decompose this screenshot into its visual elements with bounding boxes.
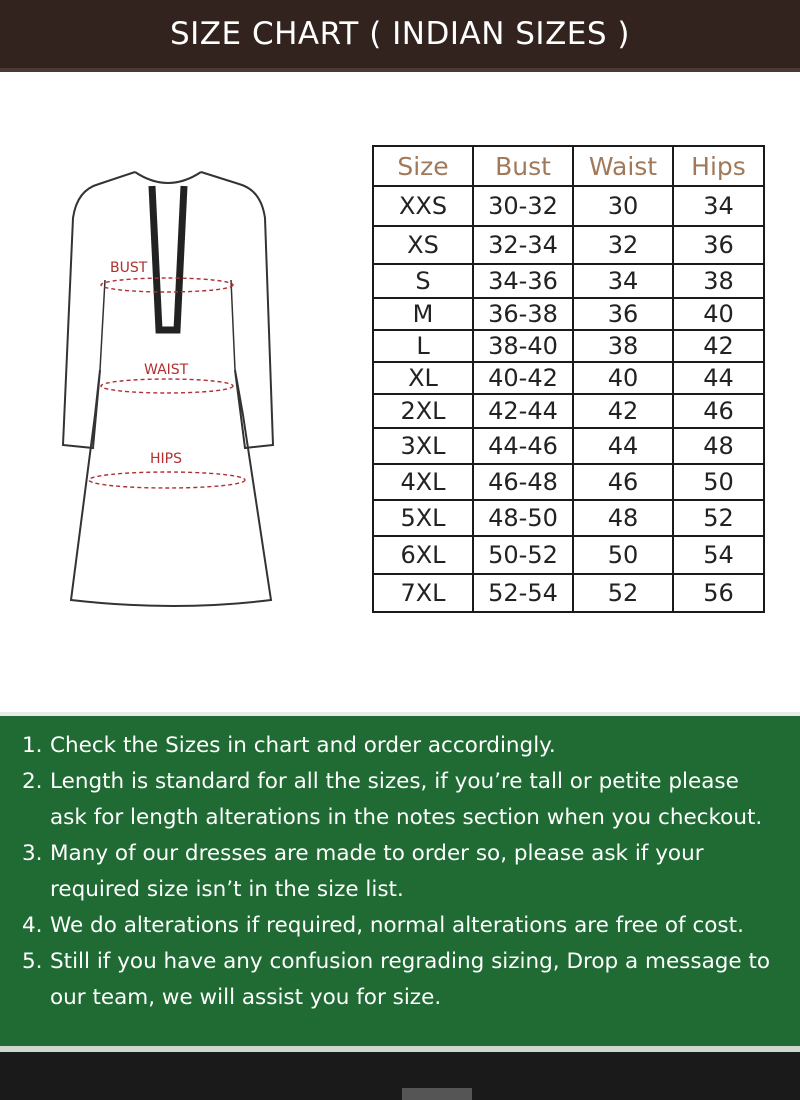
bust-column-header: Bust: [473, 146, 573, 186]
hips-cell: 48: [673, 428, 764, 464]
header-banner: [0, 0, 800, 72]
waist-cell: 32: [573, 226, 673, 264]
size-table-header-row: [373, 146, 764, 186]
bust-cell: 38-40: [473, 330, 573, 362]
size-table-row: [373, 500, 764, 536]
hips-cell: 40: [673, 298, 764, 330]
waist-cell: 38: [573, 330, 673, 362]
waist-cell: 42: [573, 394, 673, 428]
size-table-row: [373, 464, 764, 500]
waist-measure-line: [101, 379, 233, 393]
hips-cell: 38: [673, 264, 764, 298]
note-line: our team, we will assist you for size.: [50, 985, 442, 1010]
hips-label: HIPS: [150, 451, 182, 467]
note-line: We do alterations if required, normal alterations are free of cost.: [50, 913, 744, 938]
note-text: [50, 908, 744, 944]
note-number: 1.: [22, 733, 43, 758]
footer-bar: [0, 1052, 800, 1100]
size-table-row: [373, 264, 764, 298]
hips-cell: 50: [673, 464, 764, 500]
waist-column-header: Waist: [573, 146, 673, 186]
page-title: SIZE CHART ( INDIAN SIZES ): [169, 16, 631, 52]
hips-column-header: Hips: [673, 146, 764, 186]
bust-cell: 48-50: [473, 500, 573, 536]
bust-cell: 34-36: [473, 264, 573, 298]
kurta-outline: [63, 172, 273, 606]
size-cell: 6XL: [373, 536, 473, 574]
size-table-row: [373, 226, 764, 264]
note-item: [22, 944, 794, 1016]
bust-cell: 42-44: [473, 394, 573, 428]
size-cell: 4XL: [373, 464, 473, 500]
hips-measure-line: [89, 472, 245, 488]
waist-cell: 44: [573, 428, 673, 464]
size-cell: 7XL: [373, 574, 473, 612]
note-line: ask for length alterations in the notes section when you checkout.: [50, 805, 763, 830]
hips-cell: 42: [673, 330, 764, 362]
bust-cell: 40-42: [473, 362, 573, 394]
bust-cell: 50-52: [473, 536, 573, 574]
hips-cell: 34: [673, 186, 764, 226]
note-line: Many of our dresses are made to order so, please ask if your: [50, 841, 704, 866]
size-cell: S: [373, 264, 473, 298]
note-number: 5.: [22, 949, 43, 974]
note-line: required size isn’t in the size list.: [50, 877, 404, 902]
note-item: [22, 764, 794, 836]
footer-tab: [402, 1088, 472, 1100]
note-number: 4.: [22, 913, 43, 938]
hips-cell: 36: [673, 226, 764, 264]
size-cell: XS: [373, 226, 473, 264]
kurta-placket: [152, 186, 184, 330]
bust-cell: 44-46: [473, 428, 573, 464]
size-table-row: [373, 186, 764, 226]
hips-cell: 54: [673, 536, 764, 574]
size-column-header: Size: [373, 146, 473, 186]
note-number: 3.: [22, 841, 43, 866]
note-line: Length is standard for all the sizes, if you’re tall or petite please: [50, 769, 739, 794]
waist-cell: 30: [573, 186, 673, 226]
hips-cell: 52: [673, 500, 764, 536]
note-line: Check the Sizes in chart and order accordingly.: [50, 733, 556, 758]
hips-cell: 44: [673, 362, 764, 394]
note-text: [50, 728, 556, 764]
note-item: [22, 728, 794, 764]
notes-list: [22, 728, 794, 1016]
waist-cell: 52: [573, 574, 673, 612]
bust-cell: 32-34: [473, 226, 573, 264]
hips-cell: 46: [673, 394, 764, 428]
waist-cell: 40: [573, 362, 673, 394]
bust-cell: 36-38: [473, 298, 573, 330]
bust-cell: 46-48: [473, 464, 573, 500]
size-cell: XXS: [373, 186, 473, 226]
hips-cell: 56: [673, 574, 764, 612]
note-text: [50, 944, 770, 1016]
size-table-row: [373, 428, 764, 464]
size-cell: M: [373, 298, 473, 330]
kurta-diagram: [55, 160, 295, 620]
note-number: 2.: [22, 769, 43, 794]
size-table-row: [373, 330, 764, 362]
note-line: Still if you have any confusion regrading sizing, Drop a message to: [50, 949, 771, 974]
bust-cell: 30-32: [473, 186, 573, 226]
note-text: [50, 836, 704, 908]
size-cell: L: [373, 330, 473, 362]
waist-cell: 34: [573, 264, 673, 298]
size-table: [372, 145, 765, 613]
waist-cell: 50: [573, 536, 673, 574]
size-cell: 5XL: [373, 500, 473, 536]
bust-label: BUST: [110, 260, 148, 276]
note-text: [50, 764, 762, 836]
size-table-row: [373, 536, 764, 574]
size-cell: XL: [373, 362, 473, 394]
waist-cell: 46: [573, 464, 673, 500]
size-table-row: [373, 362, 764, 394]
size-cell: 2XL: [373, 394, 473, 428]
waist-cell: 36: [573, 298, 673, 330]
waist-label: WAIST: [144, 362, 189, 378]
notes-panel: [0, 712, 800, 1052]
size-table-body: [373, 186, 764, 612]
waist-cell: 48: [573, 500, 673, 536]
size-table-row: [373, 574, 764, 612]
size-cell: 3XL: [373, 428, 473, 464]
size-table-row: [373, 298, 764, 330]
note-item: [22, 908, 794, 944]
size-table-row: [373, 394, 764, 428]
bust-measure-line: [101, 278, 233, 292]
kurta-neckline: [135, 172, 201, 183]
note-item: [22, 836, 794, 908]
bust-cell: 52-54: [473, 574, 573, 612]
